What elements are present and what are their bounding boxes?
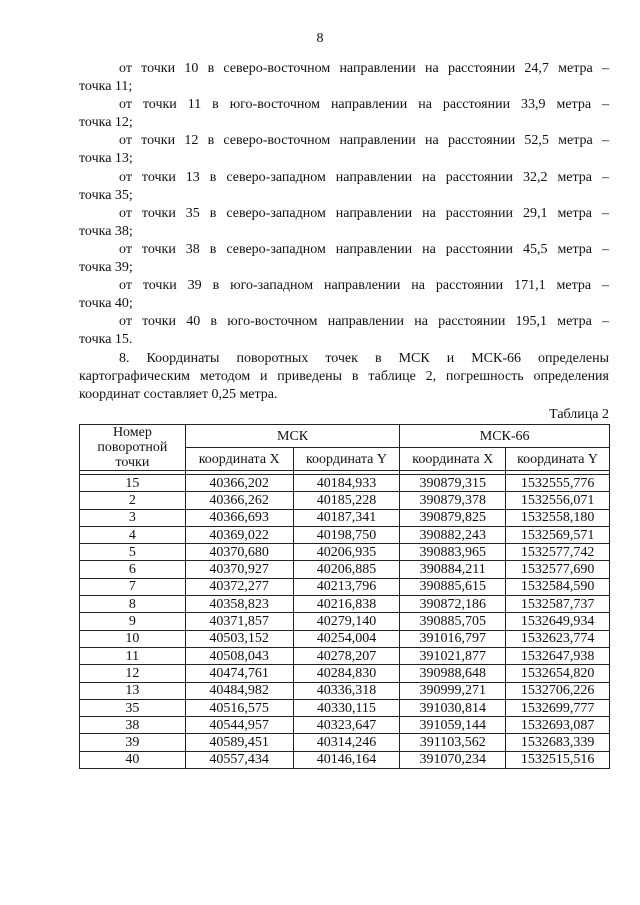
cell-point-number: 6 xyxy=(80,561,186,578)
cell-point-number: 5 xyxy=(80,544,186,561)
cell-point-number: 39 xyxy=(80,734,186,751)
cell-msk-y: 40213,796 xyxy=(293,578,400,595)
header-point-number: Номер поворотной точки xyxy=(80,425,186,471)
table-body xyxy=(80,475,610,769)
direction-text: от точки 39 в юго-западном направлении на расстоянии 171,1 метра – xyxy=(119,278,609,294)
direction-item xyxy=(79,169,609,205)
cell-point-number: 15 xyxy=(80,475,186,492)
table-row xyxy=(80,699,610,716)
cell-msk-x: 40516,575 xyxy=(185,699,293,716)
cell-point-number: 12 xyxy=(80,665,186,682)
direction-target: точка 13; xyxy=(79,151,133,167)
cell-point-number: 11 xyxy=(80,647,186,664)
direction-item xyxy=(79,96,609,132)
direction-target: точка 38; xyxy=(79,223,133,239)
header-group-msk: МСК xyxy=(185,425,400,448)
header-msk66-y: координата Y xyxy=(506,448,610,471)
cell-msk66-x: 390882,243 xyxy=(400,526,506,543)
table-row xyxy=(80,734,610,751)
cell-msk66-y: 1532587,737 xyxy=(506,596,610,613)
cell-msk-x: 40508,043 xyxy=(185,647,293,664)
cell-msk66-y: 1532515,516 xyxy=(506,751,610,768)
direction-text: от точки 10 в северо-восточном направлении на расстоянии 24,7 метра – xyxy=(119,61,609,76)
direction-item xyxy=(79,277,609,313)
cell-msk-y: 40184,933 xyxy=(293,475,400,492)
cell-msk-x: 40474,761 xyxy=(185,665,293,682)
direction-target: точка 12; xyxy=(79,115,133,131)
direction-item xyxy=(79,60,609,96)
cell-msk-y: 40330,115 xyxy=(293,699,400,716)
table-row xyxy=(80,526,610,543)
cell-msk-y: 40146,164 xyxy=(293,751,400,768)
cell-msk-y: 40185,228 xyxy=(293,492,400,509)
cell-msk-x: 40370,927 xyxy=(185,561,293,578)
cell-msk-y: 40314,246 xyxy=(293,734,400,751)
cell-point-number: 13 xyxy=(80,682,186,699)
direction-item xyxy=(79,313,609,349)
table-row xyxy=(80,613,610,630)
header-msk66-x: координата X xyxy=(400,448,506,471)
direction-text: от точки 12 в северо-восточном направлении на расстоянии 52,5 метра – xyxy=(119,133,609,149)
direction-target: точка 40; xyxy=(79,296,133,312)
cell-msk66-y: 1532693,087 xyxy=(506,717,610,734)
cell-msk-y: 40198,750 xyxy=(293,526,400,543)
table-row xyxy=(80,630,610,647)
cell-msk66-x: 390883,965 xyxy=(400,544,506,561)
cell-msk66-x: 390885,615 xyxy=(400,578,506,595)
document-body xyxy=(79,60,609,404)
cell-msk66-y: 1532569,571 xyxy=(506,526,610,543)
table-row xyxy=(80,596,610,613)
cell-point-number: 7 xyxy=(80,578,186,595)
direction-target: точка 35; xyxy=(79,187,133,203)
cell-msk-x: 40366,262 xyxy=(185,492,293,509)
cell-msk66-y: 1532577,690 xyxy=(506,561,610,578)
header-msk-y: координата Y xyxy=(293,448,400,471)
direction-item xyxy=(79,241,609,277)
cell-msk66-x: 390884,211 xyxy=(400,561,506,578)
cell-msk66-y: 1532699,777 xyxy=(506,699,610,716)
cell-msk66-y: 1532683,339 xyxy=(506,734,610,751)
cell-point-number: 2 xyxy=(80,492,186,509)
cell-msk66-y: 1532556,071 xyxy=(506,492,610,509)
cell-msk66-y: 1532649,934 xyxy=(506,613,610,630)
cell-msk-x: 40372,277 xyxy=(185,578,293,595)
cell-msk-y: 40187,341 xyxy=(293,509,400,526)
cell-msk-x: 40557,434 xyxy=(185,751,293,768)
cell-msk-x: 40371,857 xyxy=(185,613,293,630)
cell-msk66-y: 1532706,226 xyxy=(506,682,610,699)
cell-msk66-x: 391059,144 xyxy=(400,717,506,734)
cell-point-number: 38 xyxy=(80,717,186,734)
cell-msk-y: 40279,140 xyxy=(293,613,400,630)
cell-msk-x: 40484,982 xyxy=(185,682,293,699)
direction-item xyxy=(79,132,609,168)
direction-text: от точки 13 в северо-западном направлении на расстоянии 32,2 метра – xyxy=(119,169,609,185)
cell-point-number: 35 xyxy=(80,699,186,716)
cell-point-number: 9 xyxy=(80,613,186,630)
table-row xyxy=(80,492,610,509)
cell-msk-x: 40544,957 xyxy=(185,717,293,734)
table-row xyxy=(80,647,610,664)
cell-msk66-x: 391021,877 xyxy=(400,647,506,664)
direction-text: от точки 40 в юго-восточном направлении на расстоянии 195,1 метра – xyxy=(119,314,609,330)
cell-msk-x: 40370,680 xyxy=(185,544,293,561)
cell-msk66-x: 390879,825 xyxy=(400,509,506,526)
cell-msk-x: 40366,202 xyxy=(185,475,293,492)
direction-target: точка 39; xyxy=(79,260,133,276)
table-row xyxy=(80,578,610,595)
cell-msk66-y: 1532555,776 xyxy=(506,475,610,492)
cell-msk-x: 40503,152 xyxy=(185,630,293,647)
cell-msk-y: 40206,935 xyxy=(293,544,400,561)
header-msk-x: координата X xyxy=(185,448,293,471)
cell-msk66-y: 1532558,180 xyxy=(506,509,610,526)
cell-msk-y: 40323,647 xyxy=(293,717,400,734)
cell-msk-x: 40589,451 xyxy=(185,734,293,751)
cell-msk66-x: 391070,234 xyxy=(400,751,506,768)
cell-msk-y: 40284,830 xyxy=(293,665,400,682)
cell-msk-y: 40336,318 xyxy=(293,682,400,699)
cell-msk-x: 40366,693 xyxy=(185,509,293,526)
cell-msk66-x: 390988,648 xyxy=(400,665,506,682)
cell-msk66-x: 391016,797 xyxy=(400,630,506,647)
table-row xyxy=(80,544,610,561)
cell-msk66-x: 390999,271 xyxy=(400,682,506,699)
direction-text: от точки 35 в северо-западном направлении на расстоянии 29,1 метра – xyxy=(119,205,609,221)
cell-msk66-x: 391030,814 xyxy=(400,699,506,716)
cell-point-number: 4 xyxy=(80,526,186,543)
table-row xyxy=(80,717,610,734)
table-caption: Таблица 2 xyxy=(549,407,609,422)
table-row xyxy=(80,665,610,682)
cell-msk66-x: 390879,378 xyxy=(400,492,506,509)
cell-point-number: 40 xyxy=(80,751,186,768)
direction-text: от точки 38 в северо-западном направлении на расстоянии 45,5 метра – xyxy=(119,241,609,257)
cell-msk66-y: 1532584,590 xyxy=(506,578,610,595)
cell-msk66-y: 1532577,742 xyxy=(506,544,610,561)
table-row xyxy=(80,475,610,492)
cell-point-number: 10 xyxy=(80,630,186,647)
table-row xyxy=(80,751,610,768)
cell-msk66-x: 390879,315 xyxy=(400,475,506,492)
cell-point-number: 3 xyxy=(80,509,186,526)
cell-msk66-x: 390885,705 xyxy=(400,613,506,630)
direction-text: от точки 11 в юго-восточном направлении на расстоянии 33,9 метра – xyxy=(119,97,609,113)
table-row xyxy=(80,682,610,699)
cell-msk-y: 40216,838 xyxy=(293,596,400,613)
table-row xyxy=(80,509,610,526)
cell-point-number: 8 xyxy=(80,596,186,613)
cell-msk66-x: 391103,562 xyxy=(400,734,506,751)
cell-msk-y: 40254,004 xyxy=(293,630,400,647)
direction-target: точка 15. xyxy=(79,332,133,348)
cell-msk66-y: 1532647,938 xyxy=(506,647,610,664)
cell-msk66-y: 1532654,820 xyxy=(506,665,610,682)
cell-msk-x: 40369,022 xyxy=(185,526,293,543)
header-group-msk66: МСК-66 xyxy=(400,425,610,448)
coordinates-table xyxy=(79,424,610,769)
page-number: 8 xyxy=(316,31,324,46)
cell-msk66-y: 1532623,774 xyxy=(506,630,610,647)
cell-msk66-x: 390872,186 xyxy=(400,596,506,613)
paragraph-8: 8. Координаты поворотных точек в МСК и МСК-66 определены картографическим методом и приведены в таблице 2, погрешность определения координат составляет 0,25 метра. xyxy=(79,350,609,402)
cell-msk-y: 40206,885 xyxy=(293,561,400,578)
cell-msk-y: 40278,207 xyxy=(293,647,400,664)
direction-target: точка 11; xyxy=(79,79,133,95)
cell-msk-x: 40358,823 xyxy=(185,596,293,613)
direction-item xyxy=(79,205,609,241)
table-row xyxy=(80,561,610,578)
